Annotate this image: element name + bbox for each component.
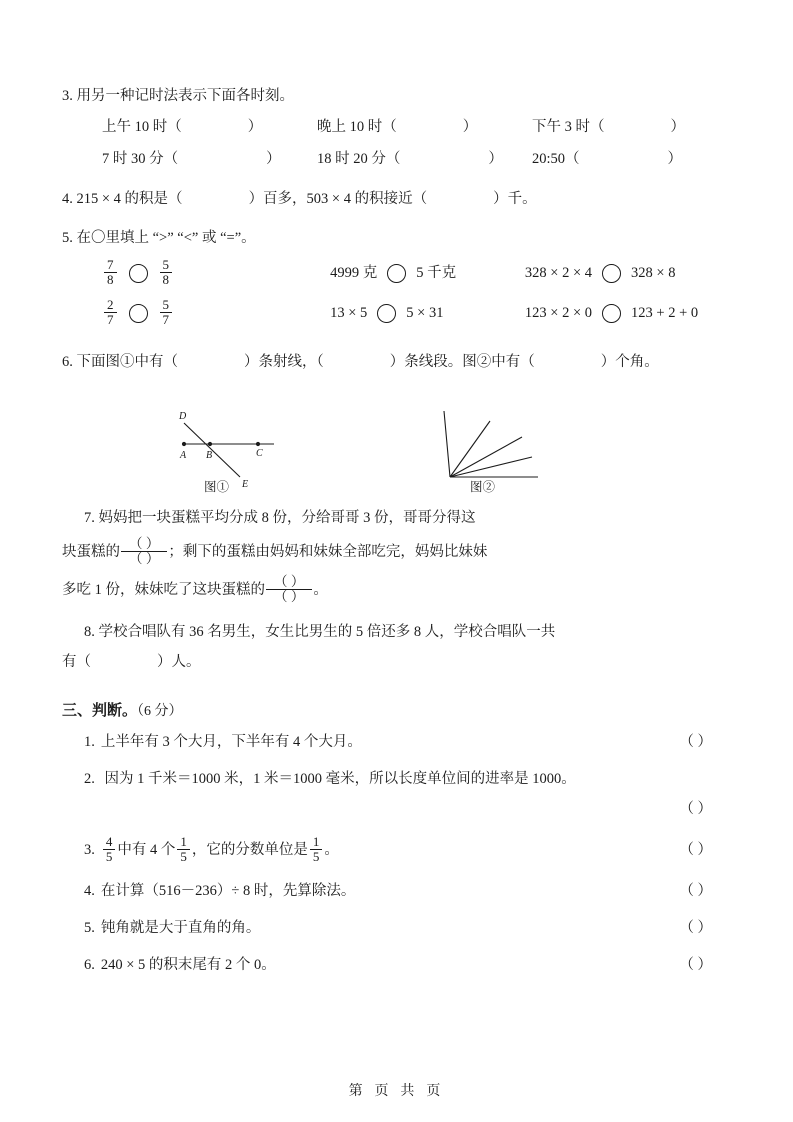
question-4-number: 4. xyxy=(62,191,73,207)
question-6-part1: 下面图①中有（ xyxy=(76,354,178,370)
question-6-part2: ）条射线，（ xyxy=(244,354,324,370)
denominator-blank: （ ） xyxy=(121,551,167,566)
section-3-item-6 xyxy=(62,950,734,980)
q5-r2-c3 xyxy=(525,293,734,333)
question-4-part3: ）千。 xyxy=(493,191,537,207)
question-6-number: 6. xyxy=(62,354,73,370)
denominator: 8 xyxy=(160,272,173,287)
item-2-number: 2. xyxy=(84,771,95,787)
item-6-text: 240 × 5 的积末尾有 2 个 0。 xyxy=(100,957,276,973)
question-7-line-3 xyxy=(62,571,734,609)
q3-item-5-label: 18 时 20 分（ xyxy=(317,151,401,167)
right-expression: 123 + 2 + 0 xyxy=(631,305,699,321)
question-7-text-2b: ；剩下的蛋糕由妈妈和妹妹全部吃完，妈妈比妹妹 xyxy=(168,544,488,560)
q5-r1-c2 xyxy=(330,253,525,293)
numerator: 5 xyxy=(162,256,169,272)
left-expression: 123 × 2 × 0 xyxy=(524,305,593,321)
q3-item-1 xyxy=(102,111,317,143)
item-5-text: 钝角就是大于直角的角。 xyxy=(100,920,261,936)
question-4 xyxy=(62,184,734,214)
question-6-part4: ）个角。 xyxy=(600,354,659,370)
denominator: 5 xyxy=(103,849,116,864)
question-8-text-2b: ）人。 xyxy=(157,654,201,670)
figures-svg xyxy=(62,381,734,499)
question-7-text-2a: 块蛋糕的 xyxy=(62,544,120,560)
right-expression: 5 × 31 xyxy=(406,305,444,321)
question-7-text-1: 妈妈把一块蛋糕平均分成 8 份，分给哥哥 3 份，哥哥分得这 xyxy=(98,510,476,526)
svg-text:D: D xyxy=(179,411,187,422)
svg-text:C: C xyxy=(256,448,263,459)
item-6-answer-paren[interactable]: （ ） xyxy=(679,957,712,973)
fraction-7-8 xyxy=(104,258,117,286)
question-7-line-1 xyxy=(62,503,734,533)
numerator: 1 xyxy=(312,833,320,849)
item-5-answer-paren[interactable]: （ ） xyxy=(679,920,712,936)
item-4-answer-paren[interactable]: （ ） xyxy=(679,883,712,899)
denominator-blank: （ ） xyxy=(266,589,312,604)
fraction-4-5 xyxy=(103,835,116,863)
item-3-number: 3. xyxy=(84,842,95,858)
q5-r2-c1 xyxy=(102,296,330,327)
q3-item-6-label: 20:50（ xyxy=(532,151,580,167)
numerator: 5 xyxy=(162,296,169,312)
svg-text:B: B xyxy=(206,450,213,461)
denominator: 5 xyxy=(310,849,323,864)
question-3-text: 用另一种记时法表示下面各时刻。 xyxy=(76,88,294,104)
question-5-row-2 xyxy=(62,293,734,333)
fraction-2-7 xyxy=(104,298,117,326)
compare-circle[interactable] xyxy=(387,264,406,283)
q3-item-2-label: 晚上 10 时（ xyxy=(317,119,397,135)
item-3-mid-1: 中有 4 个 xyxy=(117,842,176,858)
q3-item-4 xyxy=(102,143,317,175)
page-footer: 第 页 共 页 xyxy=(348,1082,445,1098)
denominator: 7 xyxy=(104,312,117,327)
item-2-answer-paren[interactable]: （ ） xyxy=(679,801,712,817)
fraction-1-5-b xyxy=(310,835,323,863)
item-2-text: 因为 1 千米＝1000 米，1 米＝1000 毫米，所以长度单位间的进率是 1000。 xyxy=(104,771,576,787)
question-6-part3: ）条线段。图②中有（ xyxy=(389,354,535,370)
q3-item-6 xyxy=(532,143,732,175)
item-3-mid-2: ，它的分数单位是 xyxy=(191,842,308,858)
q3-item-4-label: 7 时 30 分（ xyxy=(102,151,179,167)
question-5-number: 5. xyxy=(62,230,73,246)
question-8-line-1 xyxy=(62,617,734,647)
question-6 xyxy=(62,347,734,377)
compare-circle[interactable] xyxy=(602,264,621,283)
question-8-number: 8. xyxy=(84,624,95,640)
item-4-number: 4. xyxy=(84,883,95,899)
question-3-number: 3. xyxy=(62,88,73,104)
q5-r1-c1 xyxy=(102,256,330,287)
numerator: 4 xyxy=(105,833,113,849)
question-7-text-3b: 。 xyxy=(313,582,328,598)
question-5-text: 在〇里填上 “>” “<” 或 “=”。 xyxy=(76,230,256,246)
numerator-blank: （ ） xyxy=(129,536,160,551)
question-7-text-3a: 多吃 1 份，妹妹吃了这块蛋糕的 xyxy=(62,582,265,598)
svg-text:E: E xyxy=(242,479,249,490)
item-6-number: 6. xyxy=(84,957,95,973)
q3-item-5 xyxy=(317,143,532,175)
item-4-text: 在计算（516－236）÷ 8 时，先算除法。 xyxy=(100,883,356,899)
denominator: 5 xyxy=(177,849,190,864)
question-4-part1: 215 × 4 的积是（ xyxy=(76,191,183,207)
section-3-item-3 xyxy=(62,831,734,869)
compare-circle[interactable] xyxy=(602,304,621,323)
question-7-number: 7. xyxy=(84,510,95,526)
section-3-item-2 xyxy=(62,764,734,824)
question-8-line-2 xyxy=(62,647,734,677)
q3-item-2 xyxy=(317,111,532,143)
fraction-1-5-a xyxy=(177,835,190,863)
denominator: 7 xyxy=(160,312,173,327)
item-3-tail: 。 xyxy=(324,842,339,858)
section-3-item-5 xyxy=(62,913,734,943)
question-4-part2: ）百多，503 × 4 的积接近（ xyxy=(248,191,428,207)
item-5-number: 5. xyxy=(84,920,95,936)
item-1-number: 1. xyxy=(84,734,95,750)
compare-circle[interactable] xyxy=(377,304,396,323)
q3-item-5-close: ） xyxy=(488,151,503,167)
q5-r1-c3 xyxy=(525,253,734,293)
compare-circle[interactable] xyxy=(129,304,148,323)
numerator: 2 xyxy=(107,296,114,312)
question-3 xyxy=(62,81,734,111)
item-1-text: 上半年有 3 个大月，下半年有 4 个大月。 xyxy=(100,734,362,750)
section-3-points: （6 分） xyxy=(137,704,183,719)
left-expression: 4999 克 xyxy=(330,265,378,281)
q3-item-6-close: ） xyxy=(667,151,683,167)
section-3-title xyxy=(62,699,734,720)
q3-item-1-label: 上午 10 时（ xyxy=(102,119,182,135)
question-6-figures xyxy=(62,381,734,499)
compare-circle[interactable] xyxy=(129,264,148,283)
section-3-title-text: 三、判断。 xyxy=(62,702,138,719)
question-7-answer-fraction-1[interactable] xyxy=(121,537,167,566)
section-3-item-1 xyxy=(62,727,734,757)
svg-text:A: A xyxy=(180,450,187,461)
numerator: 7 xyxy=(107,256,114,272)
section-3-item-4 xyxy=(62,876,734,906)
fraction-5-7 xyxy=(160,298,173,326)
q5-r2-c2 xyxy=(330,293,525,333)
right-expression: 5 千克 xyxy=(416,265,457,281)
item-3-answer-paren[interactable]: （ ） xyxy=(679,842,712,858)
numerator: 1 xyxy=(180,833,187,849)
question-3-row-1 xyxy=(62,111,734,143)
question-7-answer-fraction-2[interactable] xyxy=(266,575,312,604)
fraction-5-8 xyxy=(160,258,173,286)
q3-item-2-close: ） xyxy=(462,119,478,135)
q3-item-1-close: ） xyxy=(247,119,263,135)
question-8-text-2a: 有（ xyxy=(62,654,91,670)
figure-1-caption: 图① xyxy=(204,480,230,494)
figure-2-drawing xyxy=(444,411,538,477)
question-5-row-1 xyxy=(62,253,734,293)
q3-item-4-close: ） xyxy=(266,151,281,167)
left-expression: 13 × 5 xyxy=(330,305,368,321)
page-content xyxy=(62,72,734,980)
question-5 xyxy=(62,223,734,253)
item-1-answer-paren[interactable]: （ ） xyxy=(679,734,712,750)
question-8-text-1: 学校合唱队有 36 名男生，女生比男生的 5 倍还多 8 人，学校合唱队一共 xyxy=(98,624,556,640)
q3-item-3-label: 下午 3 时（ xyxy=(532,119,605,135)
figure-2-caption: 图② xyxy=(470,480,496,494)
right-expression: 328 × 8 xyxy=(631,265,676,281)
q3-item-3 xyxy=(532,111,732,143)
q3-item-3-close: ） xyxy=(670,119,685,135)
left-expression: 328 × 2 × 4 xyxy=(524,265,593,281)
numerator-blank: （ ） xyxy=(274,574,305,589)
question-3-row-2 xyxy=(62,143,734,175)
denominator: 8 xyxy=(104,272,117,287)
question-7-line-2 xyxy=(62,533,734,571)
